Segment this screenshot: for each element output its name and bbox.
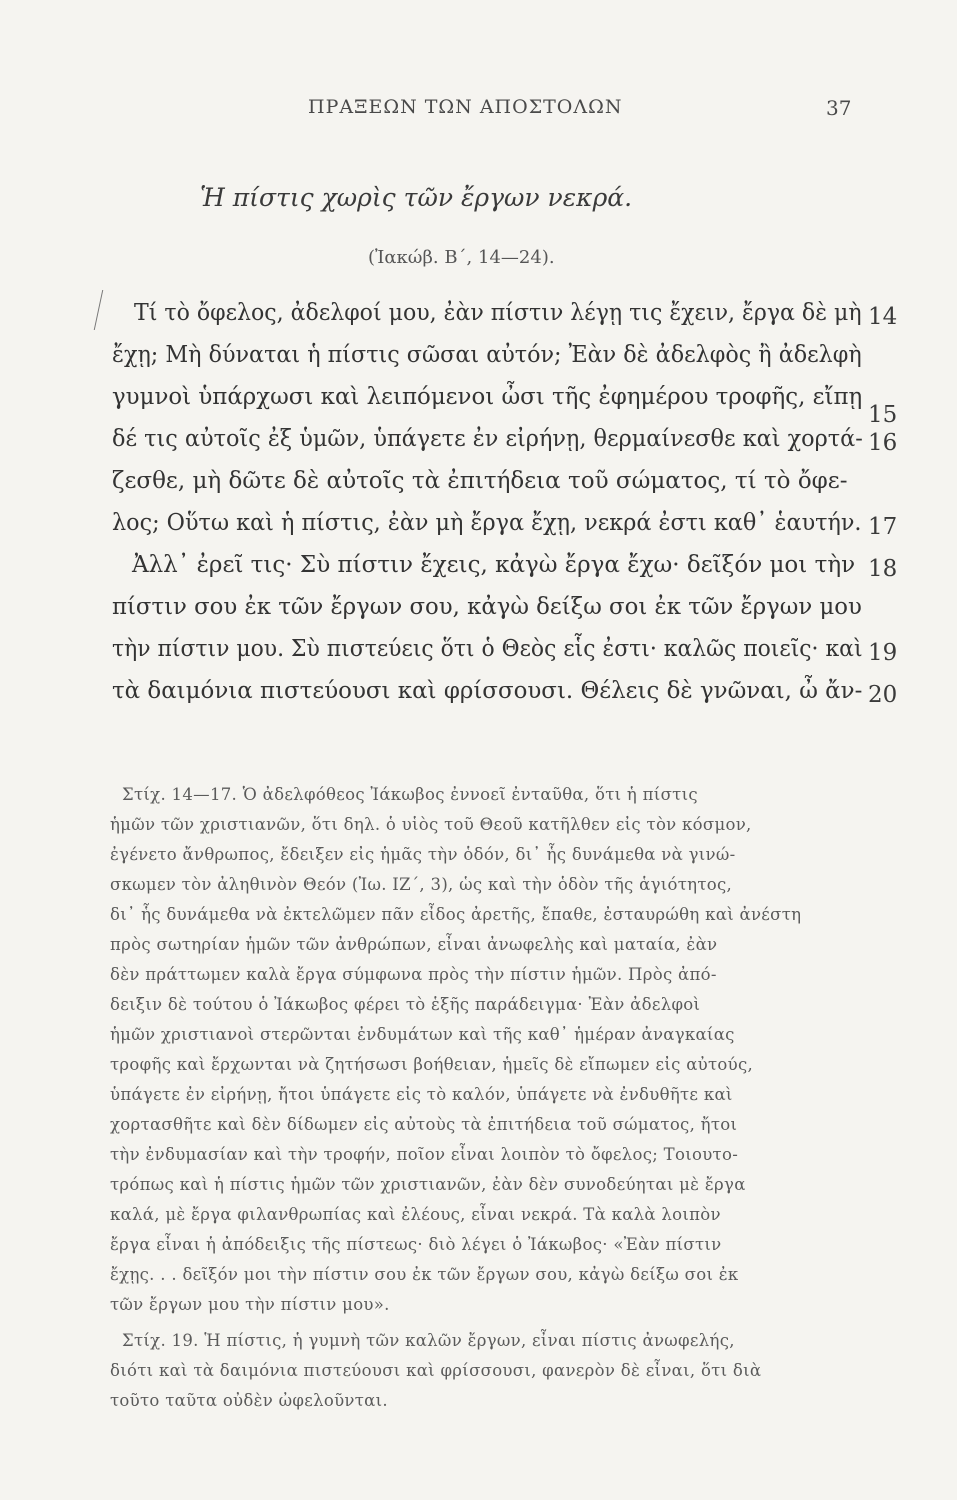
note-line: καλά, μὲ ἔργα φιλανθρωπίας καὶ ἐλέους, εἶναι νεκρά. Τὰ καλὰ λοιπὸν	[110, 1205, 721, 1224]
scripture-line: Τί τὸ ὄφελος, ἀδελφοί μου, ἐὰν πίστιν λέγῃ τις ἔχειν, ἔργα δὲ μὴ	[134, 300, 862, 326]
note-line: ἡμῶν τῶν χριστιανῶν, ὅτι δηλ. ὁ υἱὸς τοῦ Θεοῦ κατῆλθεν εἰς τὸν κόσμον,	[110, 815, 752, 834]
margin-pencil-mark	[94, 290, 114, 330]
note-line: διότι καὶ τὰ δαιμόνια πιστεύουσι καὶ φρίσσουσι, φανερὸν δὲ εἶναι, ὅτι διὰ	[110, 1361, 762, 1380]
note-line: τῶν ἔργων μου τὴν πίστιν μου».	[110, 1295, 390, 1314]
note-line: δι᾿ ἧς δυνάμεθα νὰ ἐκτελῶμεν πᾶν εἶδος ἀρετῆς, ἔπαθε, ἐσταυρώθη καὶ ἀνέστη	[110, 905, 802, 924]
note-line: ἡμῶν χριστιανοὶ στερῶνται ἐνδυμάτων καὶ τῆς καθ᾿ ἡμέραν ἀναγκαίας	[110, 1025, 735, 1044]
note-line: σκωμεν τὸν ἀληθινὸν Θεόν (Ἰω. ΙΖ΄, 3), ὡς καὶ τὴν ὁδὸν τῆς ἁγιότητος,	[110, 875, 733, 894]
running-head: ΠΡΑΞΕΩΝ ΤΩΝ ΑΠΟΣΤΟΛΩΝ	[308, 96, 623, 118]
section-title: Ἡ πίστις χωρὶς τῶν ἔργων νεκρά.	[200, 183, 633, 212]
verse-number: 20	[868, 682, 898, 708]
note-line: τροφῆς καὶ ἔρχωνται νὰ ζητήσωσι βοήθειαν, ἡμεῖς δὲ εἴπωμεν εἰς αὐτούς,	[110, 1055, 754, 1074]
scripture-line: γυμνοὶ ὑπάρχωσι καὶ λειπόμενοι ὦσι τῆς ἐφημέρου τροφῆς, εἴπῃ	[112, 384, 863, 410]
note-line: δὲν πράττωμεν καλὰ ἔργα σύμφωνα πρὸς τὴν πίστιν ἡμῶν. Πρὸς ἀπό-	[110, 965, 717, 984]
scripture-line: ζεσθε, μὴ δῶτε δὲ αὐτοῖς τὰ ἐπιτήδεια τοῦ σώματος, τί τὸ ὄφε-	[112, 468, 848, 494]
scripture-line: Ἀλλ᾿ ἐρεῖ τις· Σὺ πίστιν ἔχεις, κἀγὼ ἔργα ἔχω· δεῖξόν μοι τὴν	[132, 552, 856, 578]
note-line: τοῦτο ταῦτα οὐδὲν ὠφελοῦνται.	[110, 1391, 388, 1410]
note-line: ἔχῃς. . . δεῖξόν μοι τὴν πίστιν σου ἐκ τῶν ἔργων σου, κἀγὼ δείξω σοι ἐκ	[110, 1265, 739, 1284]
scripture-line: τὴν πίστιν μου. Σὺ πιστεύεις ὅτι ὁ Θεὸς εἷς ἐστι· καλῶς ποιεῖς· καὶ	[112, 636, 863, 662]
note-line: πρὸς σωτηρίαν ἡμῶν τῶν ἀνθρώπων, εἶναι ἀνωφελὴς καὶ ματαία, ἐὰν	[110, 935, 718, 954]
note-line: ὑπάγετε ἐν εἰρήνῃ, ἤτοι ὑπάγετε εἰς τὸ καλόν, ὑπάγετε νὰ ἐνδυθῆτε καὶ	[110, 1085, 733, 1104]
scripture-line: δέ τις αὐτοῖς ἐξ ὑμῶν, ὑπάγετε ἐν εἰρήνῃ, θερμαίνεσθε καὶ χορτά-	[112, 426, 863, 452]
scripture-line: τὰ δαιμόνια πιστεύουσι καὶ φρίσσουσι. Θέλεις δὲ γνῶναι, ὦ ἄν-	[112, 678, 863, 704]
note-line: Στίχ. 19. Ἡ πίστις, ἡ γυμνὴ τῶν καλῶν ἔργων, εἶναι πίστις ἀνωφελής,	[122, 1331, 735, 1350]
note-line: τρόπως καὶ ἡ πίστις ἡμῶν τῶν χριστιανῶν, ἐὰν δὲν συνοδεύηται μὲ ἔργα	[110, 1175, 746, 1194]
note-line: ἐγένετο ἄνθρωπος, ἔδειξεν εἰς ἡμᾶς τὴν ὁδόν, δι᾿ ἧς δυνάμεθα νὰ γινώ-	[110, 845, 736, 864]
note-line: δειξιν δὲ τούτου ὁ Ἰάκωβος φέρει τὸ ἑξῆς παράδειγμα· Ἐὰν ἀδελφοὶ	[110, 995, 701, 1014]
verse-number: 15	[868, 402, 898, 428]
scripture-line: ἔχῃ; Μὴ δύναται ἡ πίστις σῶσαι αὐτόν; Ἐὰν δὲ ἀδελφὸς ἢ ἀδελφὴ	[112, 342, 862, 368]
note-line: τὴν ἐνδυμασίαν καὶ τὴν τροφήν, ποῖον εἶναι λοιπὸν τὸ ὄφελος; Τοιουτο-	[110, 1145, 739, 1164]
verse-number: 17	[868, 514, 898, 540]
verse-number: 14	[868, 304, 898, 330]
verse-number: 16	[868, 430, 898, 456]
page-number: 37	[826, 96, 852, 120]
verse-number: 19	[868, 640, 898, 666]
verse-number: 18	[868, 556, 898, 582]
note-line: ἔργα εἶναι ἡ ἀπόδειξις τῆς πίστεως· διὸ λέγει ὁ Ἰάκωβος· «Ἐὰν πίστιν	[110, 1235, 722, 1254]
scripture-line: πίστιν σου ἐκ τῶν ἔργων σου, κἀγὼ δείξω σοι ἐκ τῶν ἔργων μου	[112, 594, 862, 620]
note-line: χορτασθῆτε καὶ δὲν δίδωμεν εἰς αὐτοὺς τὰ ἐπιτήδεια τοῦ σώματος, ἤτοι	[110, 1115, 738, 1134]
scripture-line: λος; Οὕτω καὶ ἡ πίστις, ἐὰν μὴ ἔργα ἔχῃ, νεκρά ἐστι καθ᾿ ἑαυτήν.	[112, 510, 862, 536]
scripture-reference: (Ἰακώβ. Β΄, 14—24).	[368, 247, 555, 268]
note-line: Στίχ. 14—17. Ὁ ἀδελφόθεος Ἰάκωβος ἐννοεῖ ἐνταῦθα, ὅτι ἡ πίστις	[122, 785, 698, 804]
